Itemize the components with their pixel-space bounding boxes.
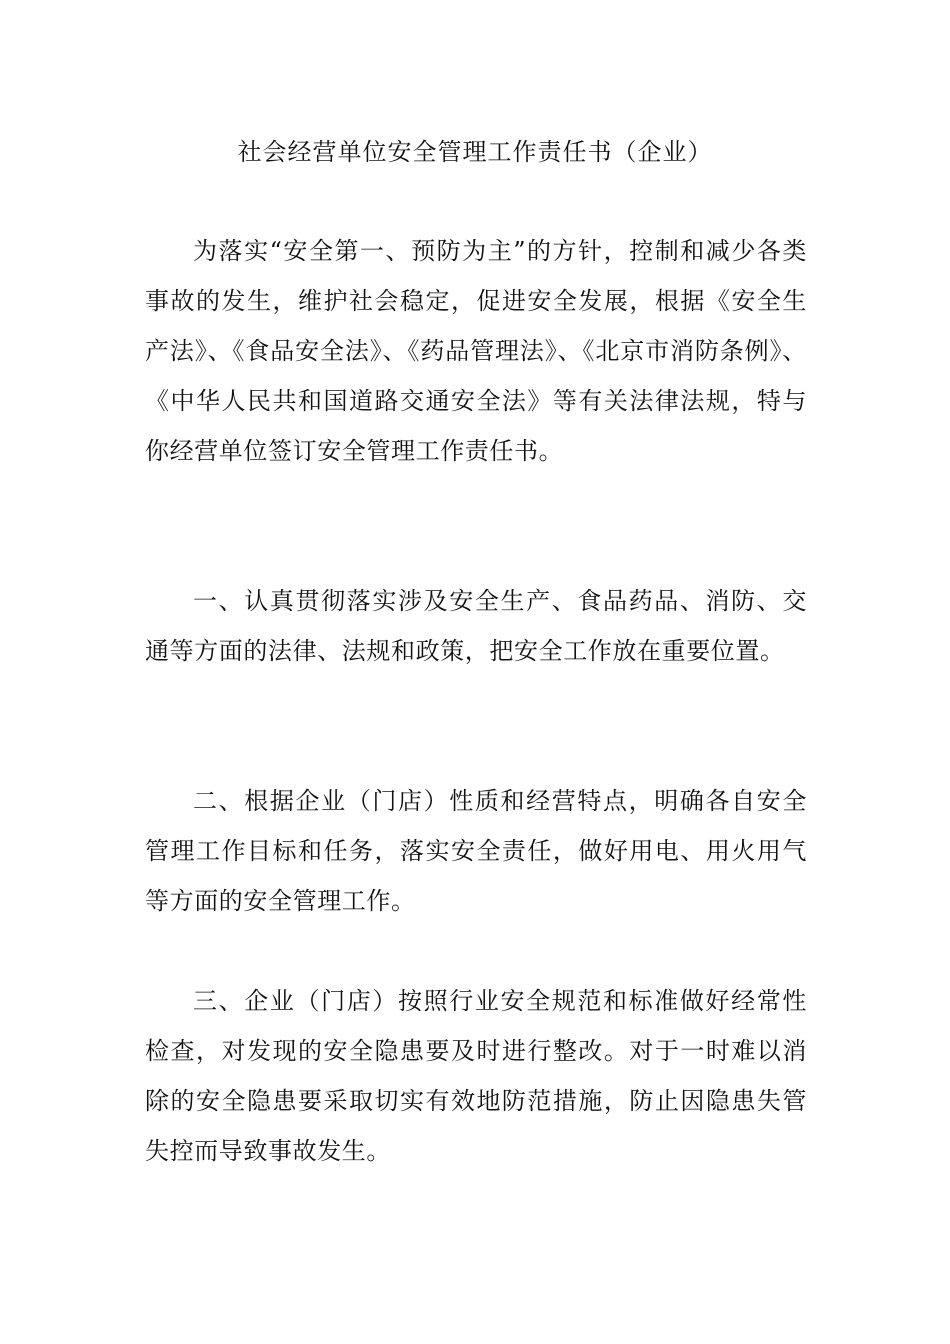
preamble-paragraph: 为落实“安全第一、预防为主”的方针，控制和减少各类事故的发生，维护社会稳定，促进安全发展，根据《安全生产法》、《食品安全法》、《药品管理法》、《北京市消防条例》、《中华人民共和国道路交通安全法》等有关法律法规，特与你经营单位签订安全管理工作责任书。	[145, 237, 807, 465]
clause-1-paragraph: 一、认真贯彻落实涉及安全生产、食品药品、消防、交通等方面的法律、法规和政策，把安全工作放在重要位置。	[145, 587, 807, 665]
clause-3-paragraph: 三、企业（门店）按照行业安全规范和标准做好经常性检查，对发现的安全隐患要及时进行整改。对于一时难以消除的安全隐患要采取切实有效地防范措施，防止因隐患失管失控而导致事故发生。	[145, 987, 807, 1165]
document-title: 社会经营单位安全管理工作责任书（企业）	[237, 138, 713, 166]
clause-2-paragraph: 二、根据企业（门店）性质和经营特点，明确各自安全管理工作目标和任务，落实安全责任，做好用电、用火用气等方面的安全管理工作。	[145, 787, 807, 915]
